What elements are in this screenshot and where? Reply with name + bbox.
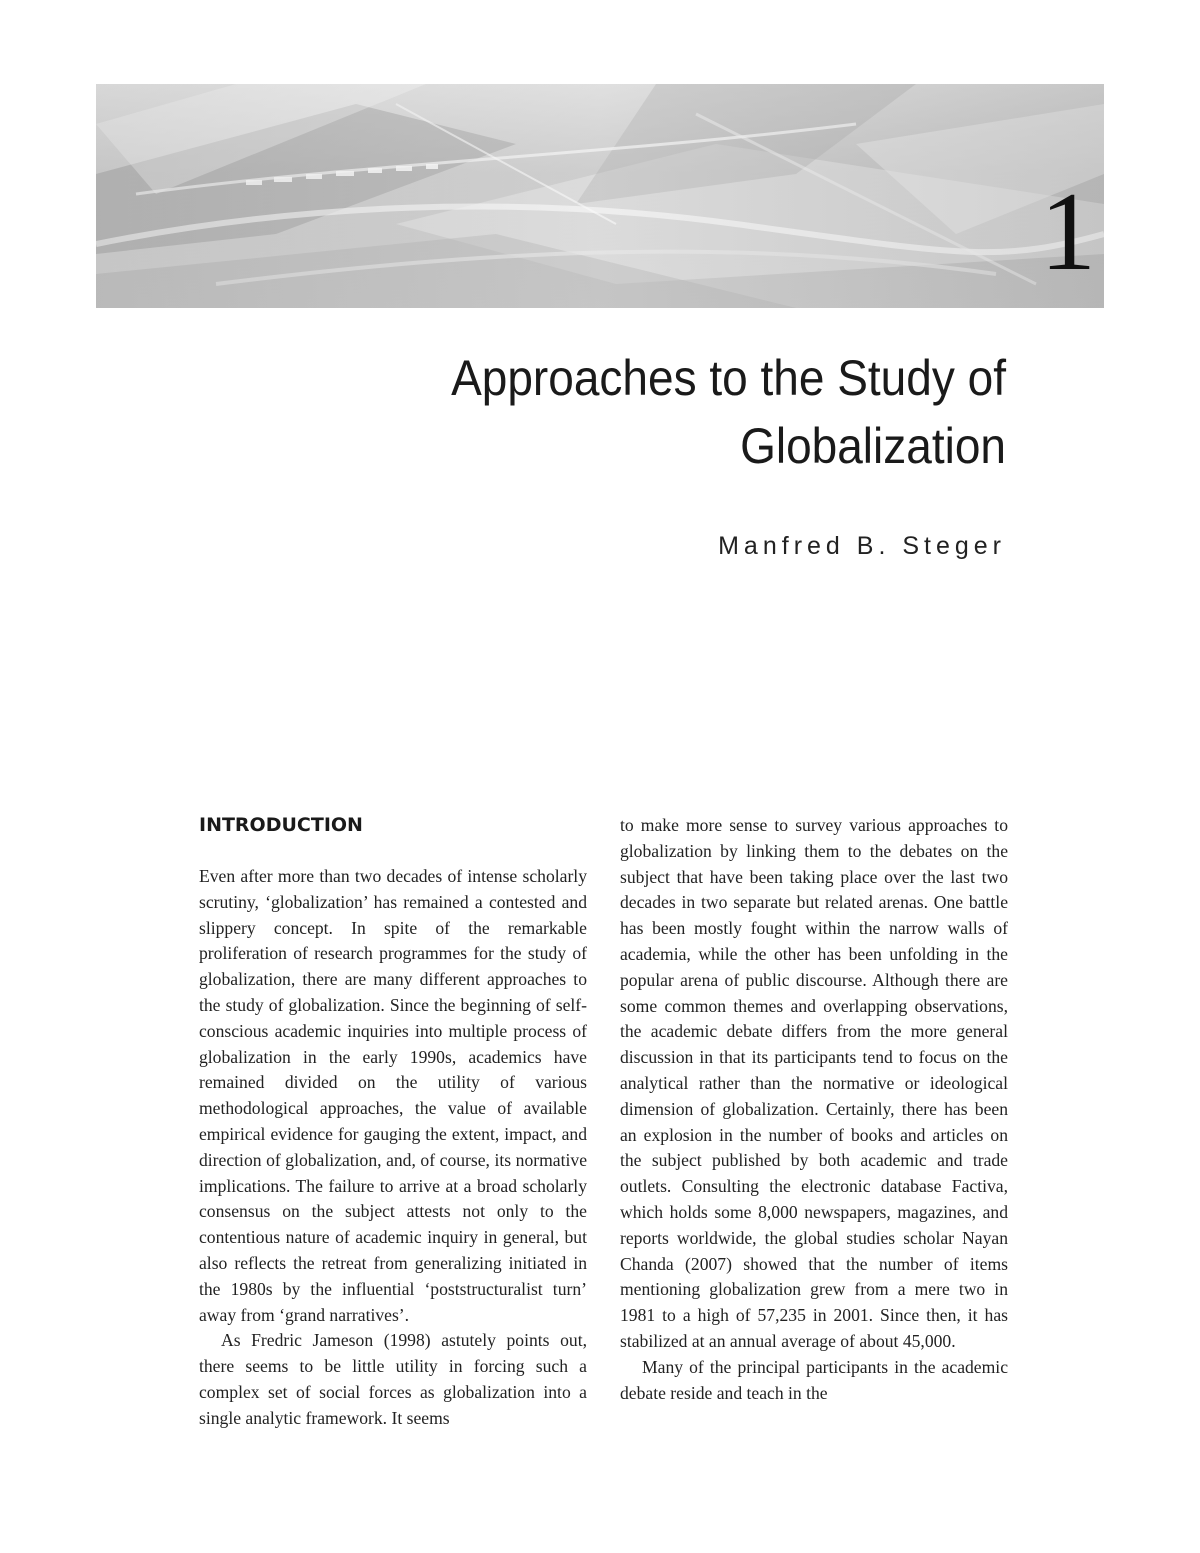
chapter-title-line-2: Globalization: [740, 418, 1006, 474]
right-text-column: [620, 813, 1008, 1406]
chapter-author: Manfred B. Steger: [718, 532, 1006, 560]
body-paragraph: Even after more than two decades of intense scholarly scrutiny, ‘globalization’ has remained a contested and slippery concept. In spite of the remarkable proliferation of research programmes for the study of globalization, there are many different approaches to the study of globalization. Since the beginning of selfconscious academic inquiries into multiple process of globalization in the early 1990s, academics have remained divided on the utility of various methodological approaches, the value of available empirical evidence for gauging the extent, impact, and direction of globalization, and, of course, its normative implications. The failure to arrive at a broad scholarly consensus on the subject attests not only to the contentious nature of academic inquiry in general, but also reflects the retreat from generalizing initiated in the 1980s by the influential ‘poststructuralist turn’ away from ‘grand narratives’.: [199, 866, 587, 1325]
section-heading: INTRODUCTION: [199, 814, 363, 836]
chapter-title-line-1: Approaches to the Study of: [451, 350, 1006, 406]
abstract-light-streaks-graphic: [96, 84, 1104, 308]
body-paragraph: Many of the principal participants in the academic debate reside and teach in the: [620, 1356, 1008, 1403]
chapter-title: [362, 344, 1006, 480]
body-paragraph: As Fredric Jameson (1998) astutely points out, there seems to be little utility in forcing such a complex set of social forces as globalization into a single analytic framework. It seems: [199, 1330, 587, 1428]
chapter-number: 1: [1040, 170, 1096, 294]
left-text-column: [199, 864, 587, 1432]
chapter-banner-image: [96, 84, 1104, 308]
body-paragraph: to make more sense to survey various approaches to globalization by linking them to the debates on the subject that have been taking place over the last two decades in two separate but related arenas. One battle has been mostly fought within the narrow walls of academia, while the other has been unfolding in the popular arena of public discourse. Although there are some common themes and overlapping observations, the academic debate differs from the more general discussion in that its participants tend to focus on the analytical rather than the normative or ideological dimension of globalization. Certainly, there has been an explosion in the number of books and articles on the subject published by both academic and trade outlets. Consulting the electronic database Factiva, which holds some 8,000 newspapers, magazines, and reports worldwide, the global studies scholar Nayan Chanda (2007) showed that the number of items mentioning globalization grew from a mere two in 1981 to a high of 57,235 in 2001. Since then, it has stabilized at an annual average of about 45,000.: [620, 815, 1008, 1351]
